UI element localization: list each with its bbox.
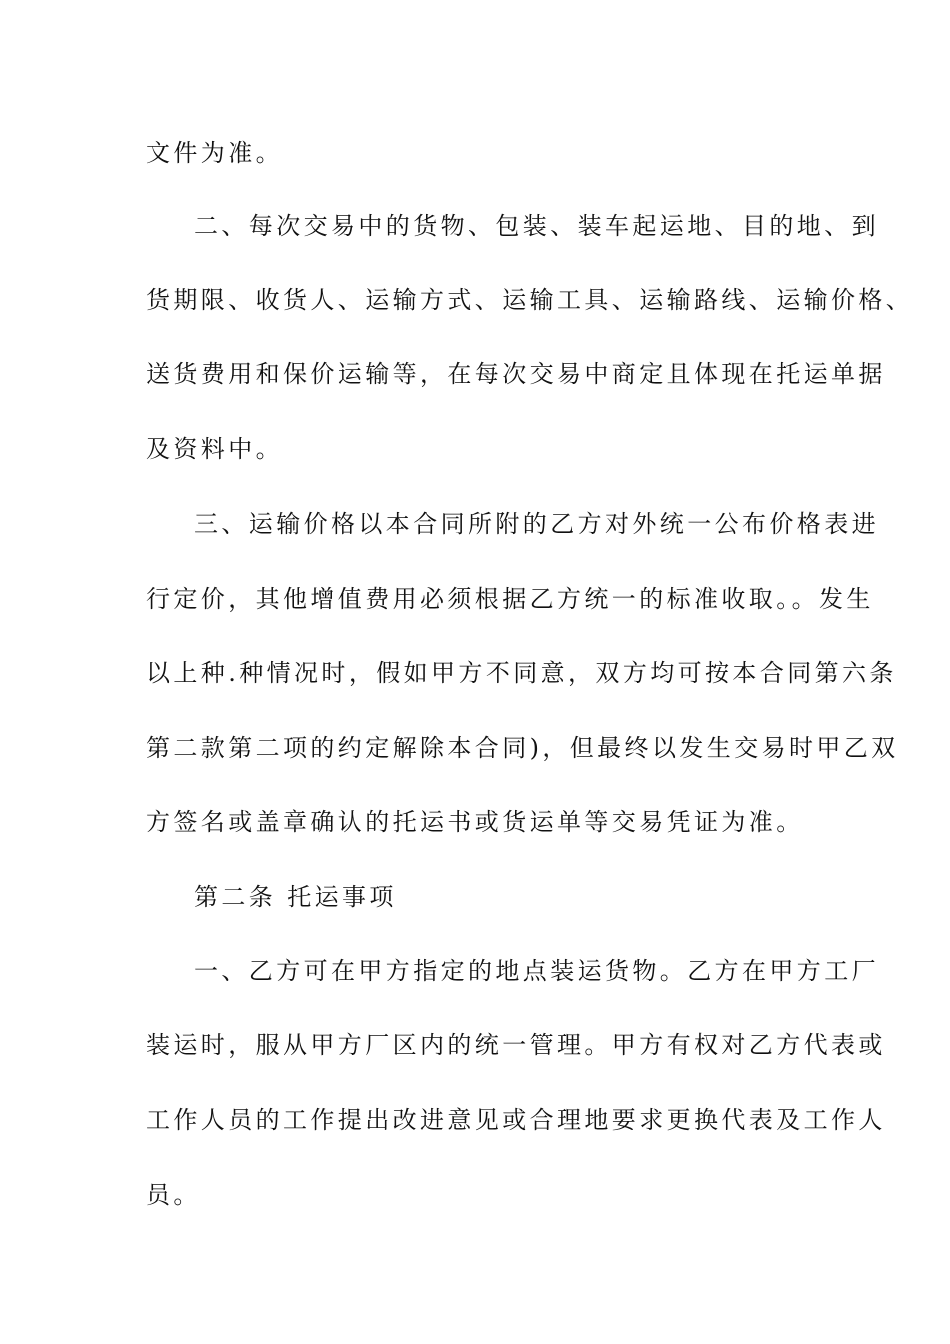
text-line: 文件为准。 bbox=[146, 139, 283, 167]
text-line: 第二款第二项的约定解除本合同)，但最终以发生交易时甲乙双 bbox=[146, 734, 899, 762]
text-line: 员。 bbox=[146, 1181, 201, 1209]
text-line: 工作人员的工作提出改进意见或合理地要求更换代表及工作人 bbox=[146, 1106, 886, 1134]
text-line: 装运时，服从甲方厂区内的统一管理。甲方有权对乙方代表或 bbox=[146, 1031, 886, 1059]
text-line: 货期限、收货人、运输方式、运输工具、运输路线、运输价格、 bbox=[146, 286, 914, 314]
section-heading: 第二条 托运事项 bbox=[194, 883, 397, 911]
text-line: 送货费用和保价运输等，在每次交易中商定且体现在托运单据 bbox=[146, 360, 886, 388]
paragraph-line: 三、运输价格以本合同所附的乙方对外统一公布价格表进 bbox=[194, 510, 879, 538]
text-line: 方签名或盖章确认的托运书或货运单等交易凭证为准。 bbox=[146, 808, 804, 836]
paragraph-line: 二、每次交易中的货物、包装、装车起运地、目的地、到 bbox=[194, 212, 879, 240]
text-line: 行定价，其他增值费用必须根据乙方统一的标准收取。。发生 bbox=[146, 585, 874, 613]
text-line: 及资料中。 bbox=[146, 435, 283, 463]
paragraph-line: 一、乙方可在甲方指定的地点装运货物。乙方在甲方工厂 bbox=[194, 957, 879, 985]
text-line: 以上种.种情况时，假如甲方不同意，双方均可按本合同第六条 bbox=[146, 659, 897, 687]
